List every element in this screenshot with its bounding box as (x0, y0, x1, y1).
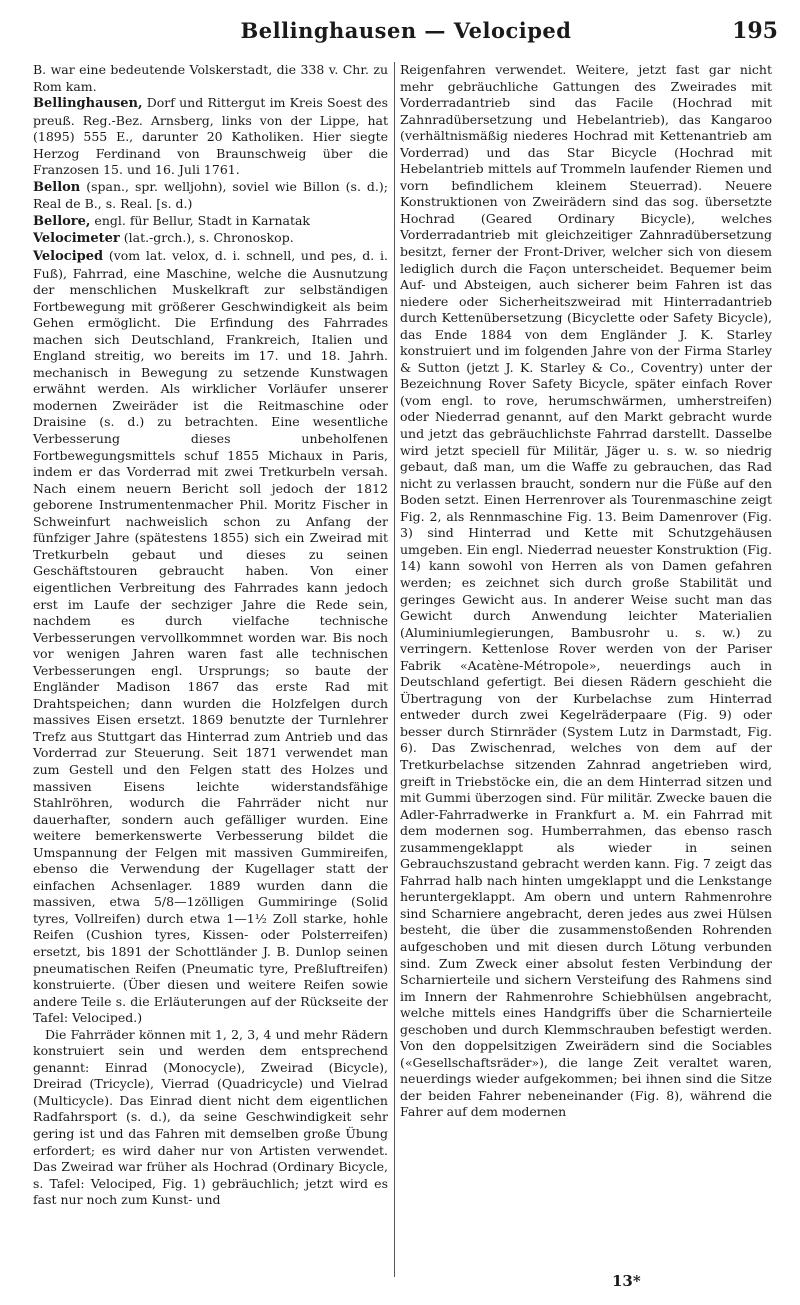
column-divider (394, 62, 395, 1277)
right-column (400, 62, 772, 1121)
headword: Bellon (33, 179, 81, 195)
paragraph: B. war eine bedeutende Volskerstadt, die 338 v. Chr. zu Rom kam. (33, 62, 388, 94)
headword: Velocimeter (33, 231, 120, 247)
entry-vellore (33, 213, 388, 231)
headword: Velociped (33, 249, 104, 265)
entry-vellon (33, 179, 388, 213)
headword: Bellore, (33, 213, 91, 229)
headword: Bellinghausen, (33, 96, 143, 112)
entry-text: (span., spr. welljohn), soviel wie Billon (s. d.); Real de B., s. Real. [s. d.) (33, 178, 388, 212)
entry-text: (vom lat. velox, d. i. schnell, und pes, d. i. Fuß), Fahrrad, eine Maschine, welche die Ausnutzung der menschlichen Muskelkraft zur selbständigen Fortbewegung mit größerer Geschwindigkeit als beim Gehen ermöglicht. Die Erfindung des Fahrrades machen sich Deutschland, Frankreich, Italien und England streitig, wo bereits im 17. und 18. Jahrh. mechanisch in Bewegung zu setzende Kunstwagen erwähnt werden. Als wirklicher Vorläufer unserer modernen Zweiräder ist die Reitmaschine oder Draisine (s. d.) zu betrachten. Eine wesentliche Verbesserung dieses unbeholfenen Fortbewegungsmittels schuf 1855 Michaux in Paris, indem er das Vorderrad mit zwei Tretkurbeln versah. Nach einem neuern Bericht soll jedoch der 1812 geborene Instrumentenmacher Phil. Moritz Fischer in Schweinfurt nachweislich schon zu Anfang der fünfziger Jahre (spätestens 1855) sich ein Zweirad mit Tretkurbeln gebaut und dieses zu seinen Geschäftstouren gebraucht haben. Von einer eigentlichen Verbreitung des Fahrrades kann jedoch erst im Laufe der sechziger Jahre die Rede sein, nachdem es durch vielfache technische Verbesserungen vervollkommnet worden war. Bis noch vor wenigen Jahren waren fast alle technischen Verbesserungen engl. Ursprungs; so baute der Engländer Madison 1867 das erste Rad mit Drahtspeichen; dann wurden die Holzfelgen durch massives Eisen ersetzt. 1869 benutzte der Turnlehrer Trefz aus Stuttgart das Hinterrad zum Antrieb und das Vorderrad zur Steuerung. Seit 1871 verwendet man zum Gestell und den Felgen statt des Holzes und massiven Eisens leichte widerstandsfähige Stahlröhren, wodurch die Fahrräder nicht nur dauerhafter, sondern auch gefälliger wurden. Eine weitere bemerkenswerte Verbesserung bildet die Umspannung der Felgen mit massiven Gummireifen, ebenso die Verwendung der Kugellager statt der einfachen Achsenlager. 1889 wurden dann die massiven, etwa 5/8—1zölligen Gummiringe (Solid tyres, Vollreifen) durch etwa 1—1½ Zoll starke, hohle Reifen (Cushion tyres, Kissen- oder Polsterreifen) ersetzt, bis 1891 der Schottländer J. B. Dunlop seinen pneumatischen Reifen (Pneumatic tyre, Preßluftreifen) konstruierte. (Über diesen und weitere Reifen sowie andere Teile s. die Erläuterungen auf der Rückseite der Tafel: Velociped.) (33, 248, 388, 1026)
page-header (30, 18, 782, 54)
entry-text: Dorf und Rittergut im Kreis Soest des preuß. Reg.-Bez. Arnsberg, links von der Lippe, hat (1895) 555 E., darunter 20 Katholiken. Hier siegte Herzog Ferdinand von Braunschweig über die Franzosen 15. und 16. Juli 1761. (33, 95, 388, 178)
left-column (33, 62, 388, 1209)
page-number: 195 (732, 18, 778, 44)
entry-velocimeter (33, 230, 388, 248)
entry-text: engl. für Bellur, Stadt in Karnatak (90, 212, 311, 228)
paragraph: Reigenfahren verwendet. Weitere, jetzt fast gar nicht mehr gebräuchliche Gattungen des Zweirades mit Vorderradantrieb sind das Facile (Hochrad mit Zahnradübersetzung und Hebelantrieb), das Kangaroo (verhältnismäßig niederes Hochrad mit Kettenantrieb am Vorderrad) und das Star Bicycle (Hochrad mit Hebelantrieb mittels auf Trommeln laufender Riemen und vorn befindlichem kleinem Steuerrad). Neuere Konstruktionen von Zweirädern sind das sog. übersetzte Hochrad (Geared Ordinary Bicycle), welches Vorderradantrieb mit gleichzeitiger Zahnradübersetzung besitzt, ferner der Front-Driver, welcher sich von diesem lediglich durch die Façon unterscheidet. Bequemer beim Auf- und Absteigen, auch sicherer beim Fahren ist das niedere oder Sicherheitszweirad mit Hinterradantrieb durch Kettenübersetzung (Bicyclette oder Safety Bicycle), das Ende 1884 von dem Engländer J. K. Starley konstruiert und im folgenden Jahre von der Firma Starley & Sutton (jetzt J. K. Starley & Co., Coventry) unter der Bezeichnung Rover Safety Bicycle, später einfach Rover (vom engl. to rove, herumschwärmen, umherstreifen) oder Niederrad genannt, auf den Markt gebracht wurde und jetzt das gebräuchlichste Fahrrad darstellt. Dasselbe wird jetzt speciell für Militär, Jäger u. s. w. so niedrig gebaut, daß man, um die Waffe zu gebrauchen, das Rad nicht zu verlassen braucht, sondern nur die Füße auf den Boden setzt. Einen Herrenrover als Tourenmaschine zeigt Fig. 2, als Rennmaschine Fig. 13. Beim Damenrover (Fig. 3) sind Hinterrad und Kette mit Schutzgehäusen umgeben. Ein engl. Niederrad neuester Konstruktion (Fig. 14) kann sowohl von Herren als von Damen gefahren werden; es zeichnet sich durch große Stabilität und geringes Gewicht aus. In anderer Weise sucht man das Gewicht durch Anwendung leichter Materialien (Aluminiumlegierungen, Bambusrohr u. s. w.) zu verringern. Kettenlose Rover werden von der Pariser Fabrik «Acatène-Métropole», neuerdings auch in Deutschland gefertigt. Bei diesen Rädern geschieht die Übertragung von der Kurbelachse zum Hinterrad entweder durch zwei Kegelräderpaare (Fig. 9) oder besser durch Stirnräder (System Lutz in Darmstadt, Fig. 6). Das Zwischenrad, welches von dem auf der Tretkurbelachse sitzenden Zahnrad angetrieben wird, greift in Triebstöcke ein, die an dem Hinterrad sitzen und mit Gummi überzogen sind. Für militär. Zwecke bauen die Adler-Fahrradwerke in Frankfurt a. M. ein Fahrrad mit dem modernen sog. Humberrahmen, das ebenso rasch zusammengeklappt als wieder in seinen Gebrauchszustand gebracht werden kann. Fig. 7 zeigt das Fahrrad halb nach hinten umgeklappt und die Lenkstange heruntergeklappt. Am obern und untern Rahmenrohre sind Scharniere angebracht, deren jedes aus zwei Hülsen besteht, die über die zusammenstoßenden Rohrenden aufgeschoben und mit diesen durch Lötung verbunden sind. Zum Zweck einer absolut festen Verbindung der Scharnierteile und sichern Versteifung des Rahmens sind im Innern der Rahmenrohre Schiebhülsen angebracht, welche mittels eines Handgriffs über die Scharnierteile geschoben und durch Klemmschrauben befestigt werden. Von den doppelsitzigen Zweirädern sind die Sociables («Gesellschaftsräder»), die lange Zeit veraltet waren, neuerdings wieder aufgekommen; bei ihnen sind die Sitze der beiden Fahrer nebeneinander (Fig. 8), während die Fahrer auf dem modernen (400, 62, 772, 1120)
signature-mark: 13* (612, 1272, 641, 1290)
entry-velociped (33, 248, 388, 1027)
paragraph: Die Fahrräder können mit 1, 2, 3, 4 und mehr Rädern konstruiert sein und werden dem entsprechend genannt: Einrad (Monocycle), Zweirad (Bicycle), Dreirad (Tricycle), Vierrad (Quadricycle) und Vielrad (Multicycle). Das Einrad dient nicht dem eigentlichen Radfahrsport (s. d.), da seine Geschwindigkeit sehr gering ist und das Fahren mit demselben große Übung erfordert; es wird daher nur von Artisten verwendet. Das Zweirad war früher als Hochrad (Ordinary Bicycle, s. Tafel: Velociped, Fig. 1) gebräuchlich; jetzt wird es fast nur noch zum Kunst- und (33, 1026, 388, 1208)
entry-text: (lat.-grch.), s. Chronoskop. (119, 230, 294, 246)
running-head: Bellinghausen — Velociped (240, 18, 572, 43)
entry-bellinghausen (33, 95, 388, 179)
